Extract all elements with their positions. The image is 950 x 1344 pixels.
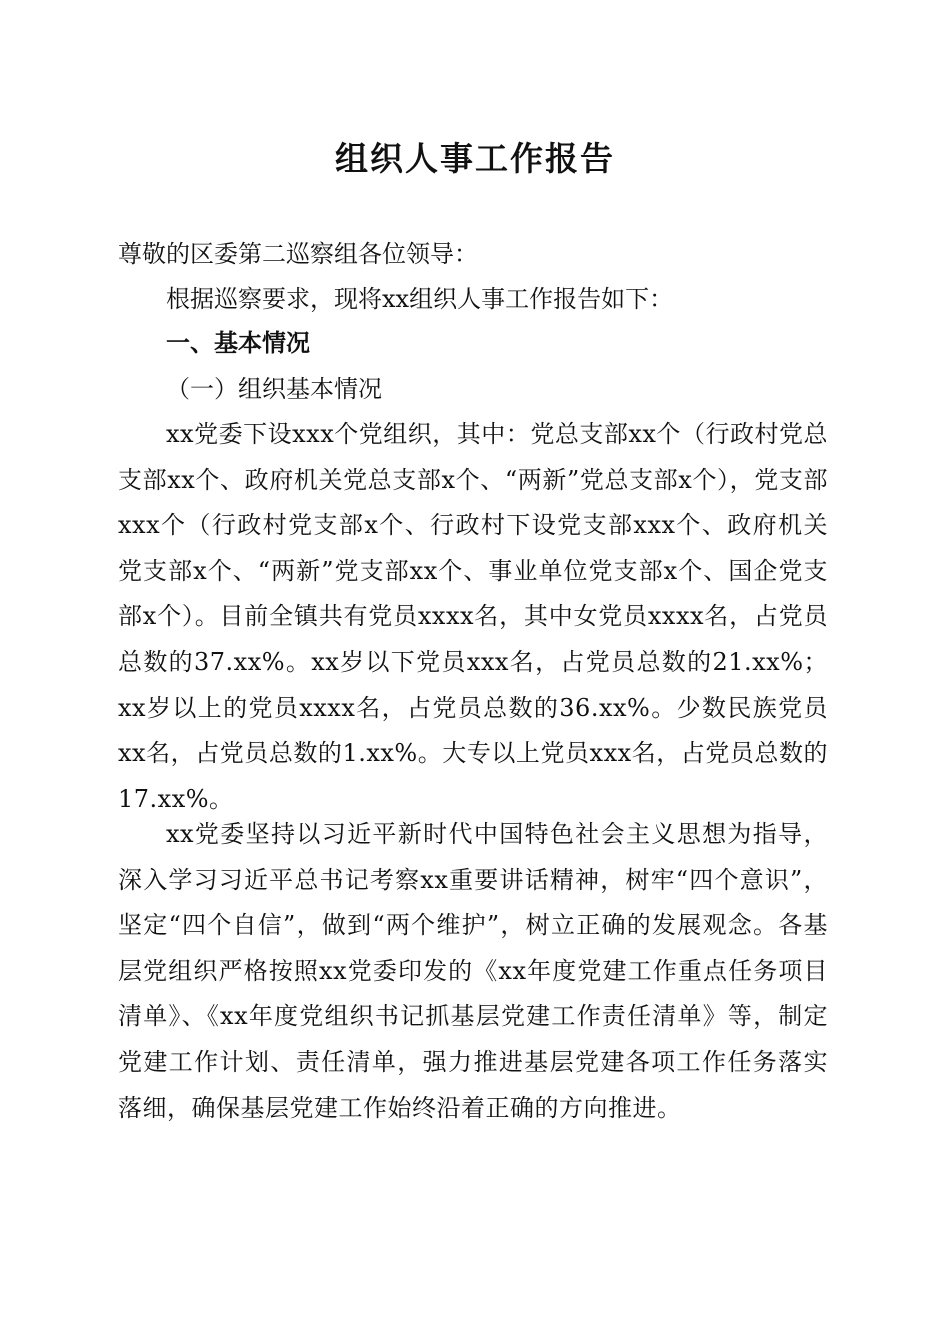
section-heading: 一、基本情况	[166, 329, 310, 357]
document-title: 组织人事工作报告	[335, 139, 615, 178]
subsection-heading: （一）组织基本情况	[166, 375, 382, 403]
salutation: 尊敬的区委第二巡察组各位领导：	[118, 240, 478, 268]
body-paragraph-1: xx党委下设xxx个党组织，其中：党总支部xx个（行政村党总支部xx个、政府机关党总支部x个、“两新”党总支部x个），党支部xxx个（行政村党支部x个、行政村下设党支部xxx个、政府机关党支部x个、“两新”党支部xx个、事业单位党支部x个、国企党支部x个）。目前全镇共有党员xxxx名，其中女党员xxxx名，占党员总数的37.xx%。xx岁以下党员xxx名，占党员总数的21.xx%；xx岁以上的党员xxxx名，占党员总数的36.xx%。少数民族党员xx名，占党员总数的1.xx%。大专以上党员xxx名，占党员总数的17.xx%。	[118, 420, 828, 813]
intro-paragraph: 根据巡察要求，现将xx组织人事工作报告如下：	[166, 285, 674, 313]
body-paragraph-2: xx党委坚持以习近平新时代中国特色社会主义思想为指导，深入学习习近平总书记考察xx重要讲话精神，树牢“四个意识”，坚定“四个自信”，做到“两个维护”，树立正确的发展观念。各基层党组织严格按照xx党委印发的《xx年度党建工作重点任务项目清单》、《xx年度党组织书记抓基层党建工作责任清单》等，制定党建工作计划、责任清单，强力推进基层党建各项工作任务落实落细，确保基层党建工作始终沿着正确的方向推进。	[118, 820, 828, 1122]
